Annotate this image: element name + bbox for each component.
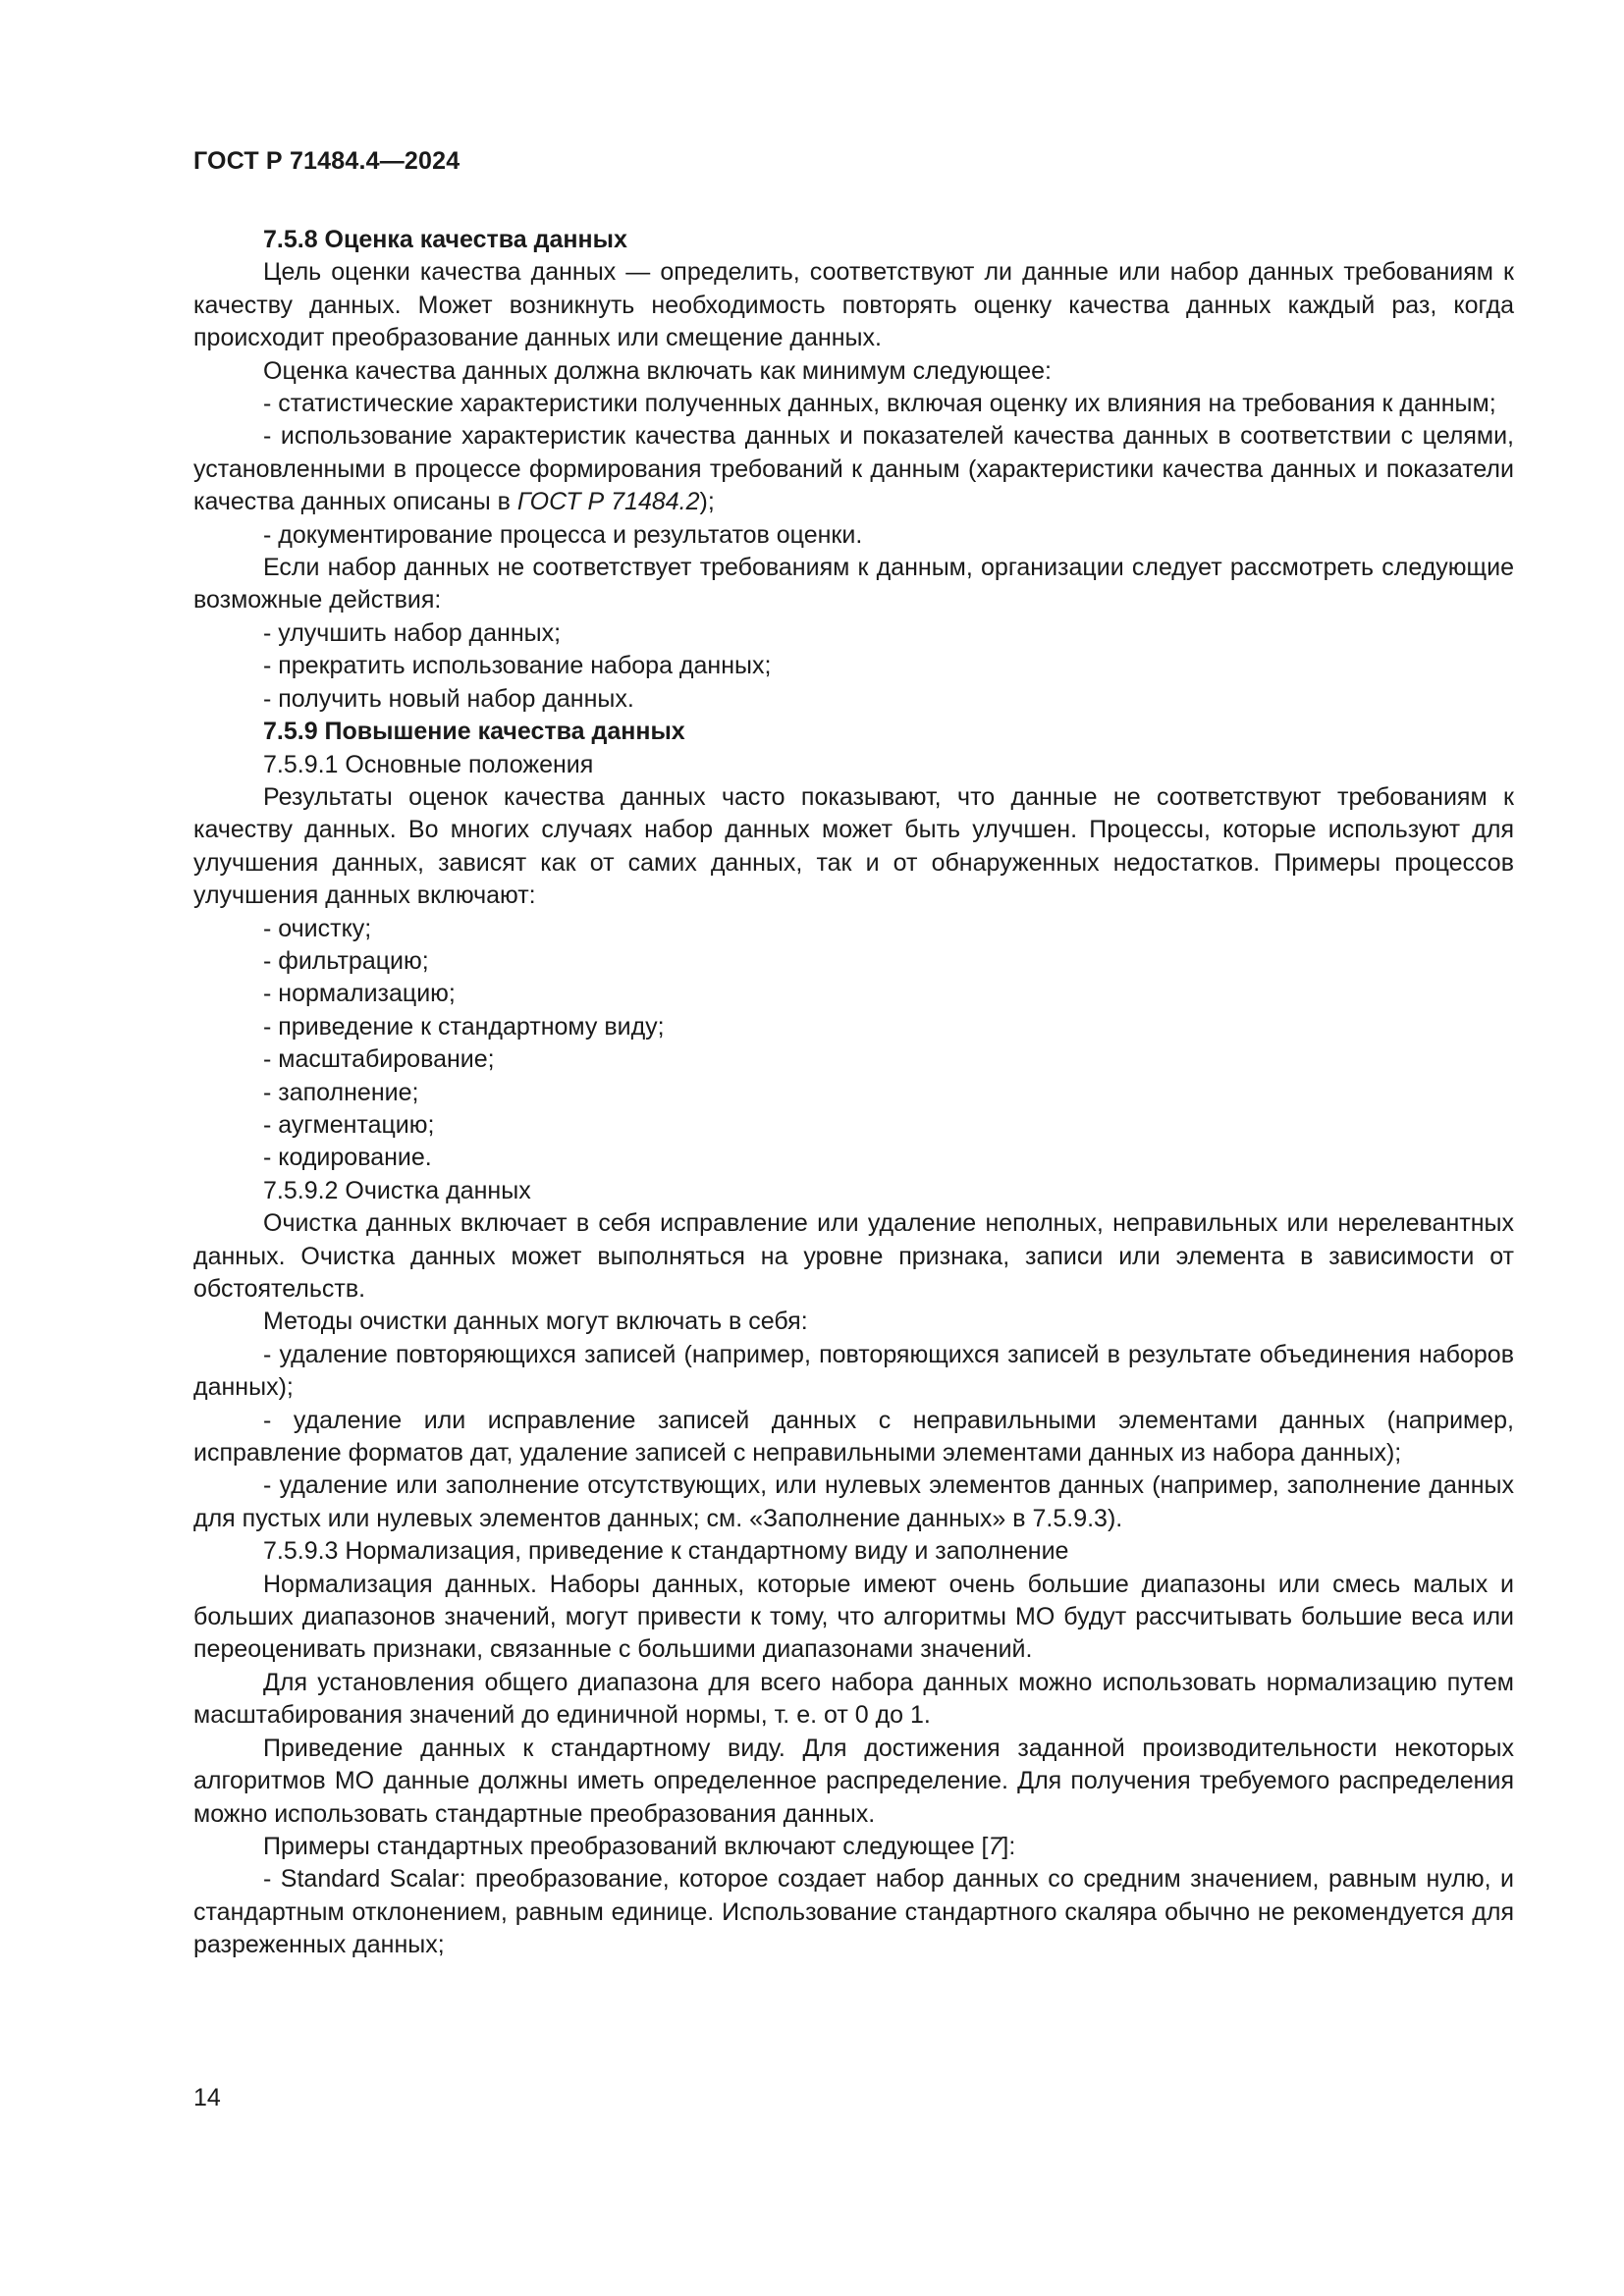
paragraph: Методы очистки данных могут включать в себя:	[263, 1308, 808, 1336]
list-item: - удаление или заполнение отсутствующих, или нулевых элементов данных (например, заполнение данных для пустых или нулевых элементов данных; см. «Заполнение данных» в 7.5.9.3).	[193, 1471, 1514, 1532]
list-item: - кодирование.	[263, 1144, 432, 1172]
paragraph: Нормализация данных. Наборы данных, которые имеют очень большие диапазоны или смесь малых и больших диапазонов значений, могут привести к тому, что алгоритмы МО будут рассчитывать большие веса или переоценивать признаки, связанные с большими диапазонами значений.	[193, 1570, 1514, 1664]
list-item: - масштабирование;	[263, 1045, 495, 1074]
paragraph: Если набор данных не соответствует требованиям к данным, организации следует рассмотреть следующие возможные действия:	[193, 554, 1514, 614]
list-item: - фильтрацию;	[263, 946, 429, 975]
standard-reference-link[interactable]: ГОСТ Р 71484.2	[516, 488, 700, 516]
main-content	[193, 224, 1514, 1962]
list-item	[193, 420, 1514, 518]
list-item: - аугментацию;	[263, 1110, 435, 1139]
page-number: 14	[193, 2084, 221, 2111]
list-item: - прекратить использование набора данных;	[263, 652, 772, 680]
subsection-7-5-9-1-title: 7.5.9.1 Основные положения	[263, 750, 594, 778]
list-item: - документирование процесса и результатов оценки.	[263, 520, 863, 549]
bibliography-reference-link[interactable]: 7	[988, 1832, 1002, 1860]
paragraph: Для установления общего диапазона для всего набора данных можно использовать нормализацию путем масштабирования значений до единичной нормы, т. е. от 0 до 1.	[193, 1668, 1514, 1730]
list-item-text: );	[699, 488, 715, 516]
paragraph-text: ]:	[1001, 1832, 1016, 1860]
paragraph	[193, 1831, 1514, 1863]
list-item: - нормализацию;	[263, 980, 456, 1008]
list-item-text: - использование характеристик качества данных и показателей качества данных в соответствии с целями, установленными в процессе формирования требований к данным (характеристики качества данных и показатели качества данных описаны в	[193, 422, 1514, 516]
subsection-7-5-9-2-title: 7.5.9.2 Очистка данных	[263, 1176, 531, 1204]
section-7-5-8-title: 7.5.8 Оценка качества данных	[263, 226, 627, 253]
list-item: - очистку;	[263, 914, 372, 942]
document-header: ГОСТ Р 71484.4—2024	[193, 147, 460, 175]
list-item: - статистические характеристики полученных данных, включая оценку их влияния на требования к данным;	[263, 390, 1496, 418]
paragraph: Оценка качества данных должна включать как минимум следующее:	[263, 356, 1052, 385]
paragraph-text: Примеры стандартных преобразований включают следующее [	[263, 1832, 989, 1860]
list-item: - улучшить набор данных;	[263, 618, 562, 647]
list-item: - получить новый набор данных.	[263, 684, 634, 713]
paragraph: Цель оценки качества данных — определить, соответствуют ли данные или набор данных требованиям к качеству данных. Может возникнуть необходимость повторять оценку качества данных каждый раз, когда происходит преобразование данных или смещение данных.	[193, 258, 1514, 352]
paragraph: Приведение данных к стандартному виду. Для достижения заданной производительности некоторых алгоритмов МО данные должны иметь определенное распределение. Для получения требуемого распределения можно использовать стандартные преобразования данных.	[193, 1734, 1514, 1828]
list-item: - приведение к стандартному виду;	[263, 1012, 665, 1041]
subsection-7-5-9-3-title: 7.5.9.3 Нормализация, приведение к стандартному виду и заполнение	[263, 1537, 1069, 1566]
paragraph: Результаты оценок качества данных часто показывают, что данные не соответствуют требованиям к качеству данных. Во многих случаях набор данных может быть улучшен. Процессы, которые используют для улучшения данных, зависят как от самих данных, так и от обнаруженных недостатков. Примеры процессов улучшения данных включают:	[193, 782, 1514, 910]
list-item: - удаление повторяющихся записей (например, повторяющихся записей в результате объединения наборов данных);	[193, 1340, 1514, 1402]
section-7-5-9-title: 7.5.9 Повышение качества данных	[263, 718, 685, 746]
list-item: - заполнение;	[263, 1078, 419, 1106]
list-item: - Standard Scalar: преобразование, которое создает набор данных со средним значением, равным нулю, и стандартным отклонением, равным единице. Использование стандартного скаляра обычно не рекомендуется для разреженных данных;	[193, 1865, 1514, 1959]
list-item: - удаление или исправление записей данных с неправильными элементами данных (например, исправление форматов дат, удаление записей с неправильными элементами данных из набора данных);	[193, 1406, 1514, 1468]
paragraph: Очистка данных включает в себя исправление или удаление неполных, неправильных или нерелевантных данных. Очистка данных может выполняться на уровне признака, записи или элемента в зависимости от обстоятельств.	[193, 1209, 1514, 1303]
